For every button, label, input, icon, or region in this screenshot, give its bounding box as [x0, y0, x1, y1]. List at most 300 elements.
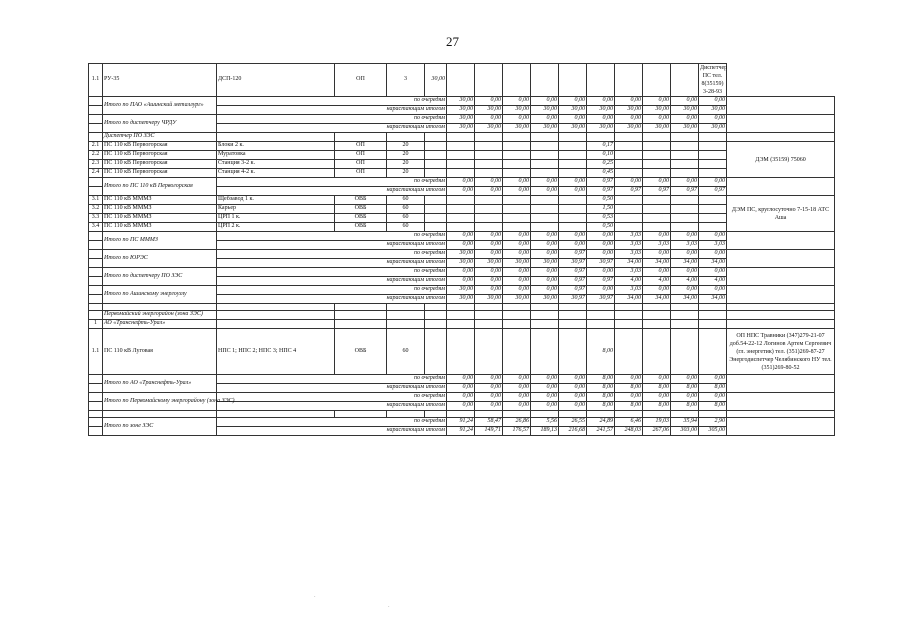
value-cell: 30,00 [503, 295, 531, 304]
object-cell: ПС 110 кВ МММЗ [103, 196, 217, 205]
value-cell: 0,00 [531, 375, 559, 384]
value-cell [447, 196, 475, 205]
value-cell [503, 142, 531, 151]
value-cell: 30,00 [699, 124, 727, 133]
table-row [89, 411, 835, 418]
value-cell: 0,00 [447, 187, 475, 196]
value-cell: 0,00 [531, 187, 559, 196]
value-cell [615, 223, 643, 232]
table-cell [89, 259, 103, 268]
equipment-cell: НПС 1; НПС 2; НПС 3; НПС 4 [217, 329, 335, 375]
value-cell [671, 205, 699, 214]
table-cell [89, 97, 103, 106]
summary-title: Итого по зоне ЗЭС [103, 418, 217, 436]
object-cell: РУ-35 [103, 64, 217, 97]
time-cell: 20 [387, 151, 425, 160]
value-cell: 58,47 [475, 418, 503, 427]
value-cell: 0,00 [671, 375, 699, 384]
note-cell [727, 375, 835, 393]
equipment-cell: Карьер [217, 205, 335, 214]
row-number: 1.1 [89, 64, 103, 97]
empty-cell [727, 304, 835, 311]
value-cell: 19,03 [643, 418, 671, 427]
value-cell: 30,00 [475, 106, 503, 115]
empty-cell [531, 304, 559, 311]
value-cell: 8,00 [615, 402, 643, 411]
table-cell [89, 295, 103, 304]
value-cell: 0,00 [587, 250, 615, 259]
value-cell: 34,00 [699, 295, 727, 304]
value-cell: 0,00 [447, 277, 475, 286]
empty-cell [503, 311, 531, 320]
empty-cell [559, 133, 587, 142]
object-cell: ПС 110 кВ МММЗ [103, 223, 217, 232]
value-cell: 303,00 [671, 427, 699, 436]
value-cell [447, 142, 475, 151]
object-cell: ПС 110 кВ Первогорская [103, 169, 217, 178]
table-row [89, 223, 835, 232]
summary-title: Итого по ПС МММЗ [103, 232, 217, 250]
value-cell: 0,00 [587, 268, 615, 277]
value-cell: 0,00 [559, 115, 587, 124]
value-cell: 34,00 [643, 259, 671, 268]
value-cell: 0,00 [615, 97, 643, 106]
value-cell: 0,00 [531, 393, 559, 402]
equipment-cell: Блоки 2 к. [217, 142, 335, 151]
empty-cell [559, 311, 587, 320]
value-cell: 0,10 [587, 151, 615, 160]
note-cell [727, 418, 835, 436]
value-cell: 30,00 [615, 106, 643, 115]
empty-cell [387, 311, 425, 320]
value-cell [671, 151, 699, 160]
time-cell: 60 [387, 223, 425, 232]
table-cell [89, 427, 103, 436]
summary-label: по очередям [217, 393, 447, 402]
value-cell: 0,00 [475, 286, 503, 295]
object-cell: ПС 110 кВ МММЗ [103, 214, 217, 223]
value-cell: 0,97 [587, 187, 615, 196]
empty-cell [475, 320, 503, 329]
value-cell [425, 214, 447, 223]
table-body [89, 64, 835, 436]
empty-cell [559, 304, 587, 311]
time-cell: 20 [387, 160, 425, 169]
value-cell: 30,00 [531, 124, 559, 133]
summary-label: нарастающим итогом [217, 277, 447, 286]
value-cell [475, 196, 503, 205]
value-cell [425, 205, 447, 214]
value-cell [503, 214, 531, 223]
value-cell: 35,94 [671, 418, 699, 427]
value-cell: 267,06 [643, 427, 671, 436]
empty-cell [615, 320, 643, 329]
equipment-cell: Муратовка [217, 151, 335, 160]
time-cell: 20 [387, 169, 425, 178]
row-number: 3.3 [89, 214, 103, 223]
empty-cell [335, 133, 387, 142]
row-number: 2.4 [89, 169, 103, 178]
object-cell: ПС 110 кВ Первогорская [103, 151, 217, 160]
value-cell [699, 214, 727, 223]
time-cell: 60 [387, 214, 425, 223]
value-cell [559, 196, 587, 205]
value-cell [587, 64, 615, 97]
value-cell: 8,00 [587, 329, 615, 375]
summary-label: нарастающим итогом [217, 295, 447, 304]
summary-label: нарастающим итогом [217, 241, 447, 250]
value-cell: 8,00 [615, 384, 643, 393]
value-cell: 30,00 [447, 97, 475, 106]
value-cell: 0,00 [643, 375, 671, 384]
value-cell [615, 205, 643, 214]
value-cell [643, 151, 671, 160]
empty-cell [217, 311, 335, 320]
table-cell [89, 418, 103, 427]
time-cell: 20 [387, 142, 425, 151]
summary-label: нарастающим итогом [217, 427, 447, 436]
value-cell: 8,00 [643, 384, 671, 393]
section-title: Первомайский энергорайон (зона ЗЭС) [103, 311, 217, 320]
value-cell: 30,00 [531, 106, 559, 115]
table-row [89, 286, 835, 295]
empty-cell [587, 133, 615, 142]
value-cell: 0,00 [531, 268, 559, 277]
value-cell: 91,24 [447, 427, 475, 436]
value-cell [559, 151, 587, 160]
value-cell: 0,97 [615, 187, 643, 196]
value-cell [643, 329, 671, 375]
empty-cell [387, 411, 425, 418]
value-cell: 0,97 [559, 250, 587, 259]
empty-cell [727, 320, 835, 329]
value-cell: 0,50 [587, 223, 615, 232]
value-cell [615, 329, 643, 375]
value-cell [531, 169, 559, 178]
value-cell: 34,00 [671, 295, 699, 304]
value-cell: 0,00 [475, 375, 503, 384]
value-cell: 30,00 [643, 124, 671, 133]
value-cell: 30,00 [447, 259, 475, 268]
empty-cell [503, 133, 531, 142]
value-cell: 30,00 [447, 250, 475, 259]
value-cell: 1,50 [587, 205, 615, 214]
empty-cell [671, 311, 699, 320]
empty-cell [615, 133, 643, 142]
value-cell [475, 329, 503, 375]
value-cell: 34,00 [643, 295, 671, 304]
empty-cell [671, 411, 699, 418]
value-cell: 0,00 [643, 250, 671, 259]
table-cell [89, 178, 103, 187]
note-cell [727, 178, 835, 196]
empty-cell [671, 133, 699, 142]
value-cell: 0,00 [475, 97, 503, 106]
value-cell: 0,00 [587, 286, 615, 295]
value-cell [615, 142, 643, 151]
empty-cell [727, 311, 835, 320]
value-cell [615, 160, 643, 169]
value-cell [447, 329, 475, 375]
row-number [89, 133, 103, 142]
value-cell: 248,03 [615, 427, 643, 436]
value-cell: 0,00 [447, 232, 475, 241]
value-cell: 0,00 [699, 97, 727, 106]
empty-cell [89, 411, 103, 418]
value-cell: 30,00 [559, 106, 587, 115]
summary-label: по очередям [217, 375, 447, 384]
empty-cell [447, 311, 475, 320]
empty-cell [643, 311, 671, 320]
table-cell [89, 268, 103, 277]
type-cell: ОП [335, 142, 387, 151]
row-number: 1 [89, 320, 103, 329]
type-cell: ОВБ [335, 223, 387, 232]
empty-cell [425, 304, 447, 311]
value-cell: 0,00 [503, 241, 531, 250]
table-row [89, 142, 835, 151]
value-cell [503, 196, 531, 205]
empty-cell [335, 411, 387, 418]
value-cell: 0,00 [503, 97, 531, 106]
empty-cell [387, 304, 425, 311]
value-cell: 0,00 [447, 178, 475, 187]
empty-cell [447, 320, 475, 329]
value-cell: 0,00 [503, 384, 531, 393]
value-cell [425, 160, 447, 169]
note-cell [727, 250, 835, 268]
contact-note: ДЭМ ПС, круглосуточно 7-15-18 АТС Аша [727, 196, 835, 232]
table-row [89, 178, 835, 187]
value-cell: 0,00 [475, 241, 503, 250]
value-cell [531, 205, 559, 214]
summary-label: нарастающим итогом [217, 106, 447, 115]
summary-label: по очередям [217, 286, 447, 295]
value-cell: 3,03 [615, 268, 643, 277]
empty-cell [217, 320, 335, 329]
value-cell [643, 64, 671, 97]
value-cell: 0,00 [699, 178, 727, 187]
value-cell: 0,17 [587, 142, 615, 151]
value-cell: 0,97 [671, 187, 699, 196]
value-cell [503, 223, 531, 232]
row-number [89, 311, 103, 320]
value-cell [615, 214, 643, 223]
empty-cell [615, 311, 643, 320]
summary-title: Итого по диспетчеру ПО ЗЭС [103, 268, 217, 286]
value-cell: 0,00 [559, 232, 587, 241]
value-cell [447, 205, 475, 214]
contact-note: Диспетчер ПС тел. 8(35159) 3-28-93 [700, 65, 728, 95]
value-cell: 4,00 [699, 277, 727, 286]
table-row [89, 160, 835, 169]
value-cell: 30,00 [615, 124, 643, 133]
value-cell: 8,00 [587, 384, 615, 393]
value-cell: 30,00 [587, 106, 615, 115]
table-row [89, 418, 835, 427]
table-cell [89, 393, 103, 402]
value-cell [615, 64, 643, 97]
value-cell [475, 223, 503, 232]
equipment-cell: Станция 4-2 к. [217, 169, 335, 178]
value-cell: 3,03 [699, 241, 727, 250]
value-cell [425, 196, 447, 205]
value-cell: 30,97 [587, 295, 615, 304]
value-cell: 0,00 [559, 375, 587, 384]
empty-cell [217, 411, 335, 418]
value-cell: 0,00 [531, 232, 559, 241]
value-cell: 0,00 [475, 232, 503, 241]
empty-cell [727, 411, 835, 418]
value-cell: 30,00 [447, 115, 475, 124]
value-cell: 0,00 [671, 286, 699, 295]
empty-cell [103, 411, 217, 418]
summary-label: нарастающим итогом [217, 384, 447, 393]
value-cell [671, 196, 699, 205]
value-cell: 30,97 [559, 295, 587, 304]
value-cell: 0,00 [531, 277, 559, 286]
table-row [89, 169, 835, 178]
value-cell [425, 223, 447, 232]
value-cell: 34,00 [615, 259, 643, 268]
value-cell: 3,03 [671, 241, 699, 250]
value-cell: 3,03 [615, 250, 643, 259]
equipment-cell: ЦРП 2 к. [217, 223, 335, 232]
empty-cell [531, 411, 559, 418]
value-cell: 0,00 [671, 232, 699, 241]
value-cell: 0,00 [447, 384, 475, 393]
value-cell [447, 151, 475, 160]
empty-cell [699, 411, 727, 418]
table-cell [89, 375, 103, 384]
value-cell [615, 196, 643, 205]
table-cell [89, 232, 103, 241]
equipment-cell: ЦРП 1 к. [217, 214, 335, 223]
empty-cell [387, 133, 425, 142]
value-cell: 0,00 [447, 402, 475, 411]
value-cell [447, 160, 475, 169]
value-cell [503, 329, 531, 375]
table-cell [89, 277, 103, 286]
value-cell: 0,00 [559, 241, 587, 250]
value-cell: 30,00 [425, 64, 447, 97]
value-cell: 91,24 [447, 418, 475, 427]
value-cell [503, 151, 531, 160]
value-cell: 30,00 [475, 295, 503, 304]
value-cell: 0,97 [587, 277, 615, 286]
value-cell: 0,00 [699, 393, 727, 402]
value-cell: 0,00 [643, 268, 671, 277]
value-cell [671, 169, 699, 178]
contact-note: ОП НПС Травники (347)279-21-07 доб.54-22-12 Логинов Артем Сергеевич (гл. энергетик) тел. (351)269-87-27 Энергодиспетчер Челябинского НУ тел. (351)269-80-52 [727, 329, 835, 375]
value-cell [503, 64, 531, 97]
value-cell [531, 223, 559, 232]
table-cell [89, 250, 103, 259]
empty-cell [503, 411, 531, 418]
value-cell: 30,00 [643, 106, 671, 115]
type-cell: ОВБ [335, 329, 387, 375]
equipment-cell: Станция 3-2 к. [217, 160, 335, 169]
value-cell [559, 142, 587, 151]
value-cell: 30,00 [503, 259, 531, 268]
value-cell: 0,00 [475, 277, 503, 286]
empty-cell [671, 304, 699, 311]
value-cell [447, 169, 475, 178]
value-cell: 0,97 [559, 286, 587, 295]
empty-cell [475, 311, 503, 320]
empty-cell [531, 311, 559, 320]
value-cell: 26,86 [503, 418, 531, 427]
value-cell: 0,00 [671, 97, 699, 106]
value-cell: 8,00 [699, 402, 727, 411]
table-cell [89, 286, 103, 295]
value-cell: 30,00 [587, 124, 615, 133]
value-cell: 30,00 [671, 106, 699, 115]
value-cell [425, 169, 447, 178]
table-row [89, 214, 835, 223]
summary-label: по очередям [217, 418, 447, 427]
value-cell: 0,00 [699, 375, 727, 384]
value-cell: 0,00 [559, 393, 587, 402]
table-cell [89, 187, 103, 196]
value-cell: 0,00 [503, 286, 531, 295]
value-cell [615, 169, 643, 178]
value-cell: 26,55 [559, 418, 587, 427]
value-cell: 0,00 [643, 97, 671, 106]
value-cell: 6,46 [615, 418, 643, 427]
value-cell [531, 151, 559, 160]
load-shedding-table [88, 63, 835, 436]
value-cell [671, 329, 699, 375]
value-cell: 30,00 [671, 124, 699, 133]
value-cell: 0,00 [671, 178, 699, 187]
note-cell [727, 97, 835, 115]
value-cell [425, 142, 447, 151]
value-cell: 0,00 [559, 187, 587, 196]
empty-cell [503, 304, 531, 311]
value-cell [475, 64, 503, 97]
value-cell: 30,00 [475, 124, 503, 133]
empty-cell [475, 304, 503, 311]
value-cell: 30,00 [503, 124, 531, 133]
value-cell: 3,03 [643, 241, 671, 250]
value-cell [559, 329, 587, 375]
value-cell: 8,00 [643, 402, 671, 411]
empty-cell [475, 133, 503, 142]
value-cell: 30,00 [447, 124, 475, 133]
value-cell: 30,00 [699, 106, 727, 115]
object-cell: ПС 110 кВ МММЗ [103, 205, 217, 214]
note-cell [727, 115, 835, 133]
value-cell [447, 64, 475, 97]
note-cell [727, 393, 835, 411]
value-cell [671, 142, 699, 151]
table-row [89, 311, 835, 320]
value-cell: 0,00 [531, 241, 559, 250]
value-cell [671, 223, 699, 232]
scan-speck: · [388, 605, 390, 610]
value-cell: 4,00 [671, 277, 699, 286]
empty-cell [587, 411, 615, 418]
value-cell: 0,00 [559, 97, 587, 106]
table-row [89, 320, 835, 329]
table-row [89, 375, 835, 384]
value-cell: 0,00 [503, 375, 531, 384]
value-cell [699, 205, 727, 214]
row-number: 3.1 [89, 196, 103, 205]
value-cell [643, 214, 671, 223]
value-cell: 0,00 [447, 268, 475, 277]
